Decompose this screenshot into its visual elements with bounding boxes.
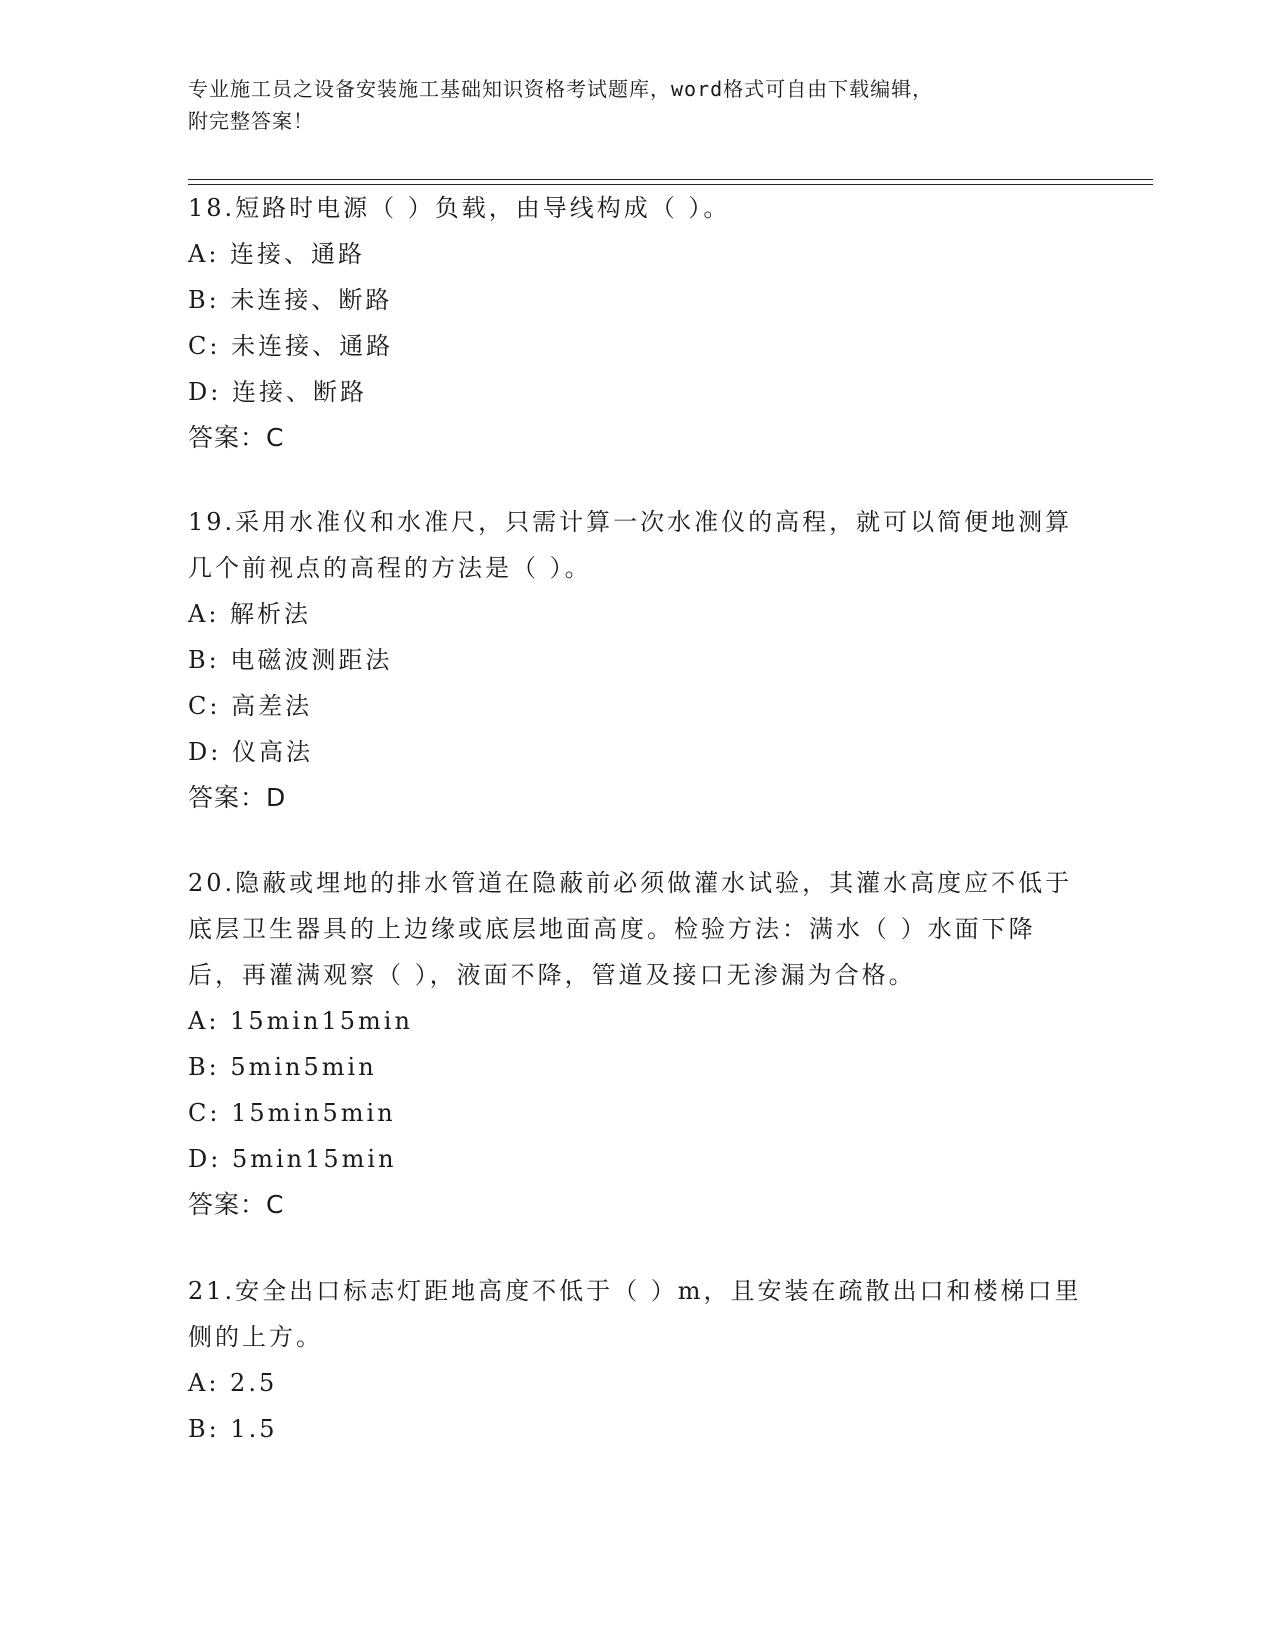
question-text: 18.短路时电源（ ）负载，由导线构成（ ）。 (188, 194, 731, 222)
option-b: B: 5min5min (188, 1053, 377, 1081)
option-d: D: 仪高法 (188, 738, 313, 766)
option-d: D: 连接、断路 (188, 378, 367, 406)
header-line-2: 附完整答案！ (188, 109, 314, 133)
option-b: B: 未连接、断路 (188, 286, 393, 314)
option-c: C: 高差法 (188, 692, 313, 720)
option-c: C: 未连接、通路 (188, 332, 394, 360)
question-text: 19.采用水准仪和水准尺，只需计算一次水准仪的高程，就可以简便地测算几个前视点的高程的方法是（ ）。 (188, 508, 1073, 582)
answer: 答案：D (188, 783, 287, 812)
option-a: A: 15min15min (188, 1007, 413, 1035)
option-a: A: 解析法 (188, 600, 312, 628)
option-a: A: 连接、通路 (188, 240, 366, 268)
answer: 答案：C (188, 1190, 285, 1219)
option-c: C: 15min5min (188, 1099, 396, 1127)
document-header (188, 73, 1088, 137)
question-19 (188, 499, 1088, 821)
header-line-1: 专业施工员之设备安装施工基础知识资格考试题库，word格式可自由下载编辑， (188, 77, 934, 101)
option-b: B: 1.5 (188, 1415, 278, 1443)
header-divider-top (188, 179, 1153, 180)
question-21 (188, 1268, 1088, 1452)
answer: 答案：C (188, 423, 285, 452)
option-a: A: 2.5 (188, 1369, 278, 1397)
option-d: D: 5min15min (188, 1145, 397, 1173)
question-20 (188, 860, 1088, 1228)
question-text: 21.安全出口标志灯距地高度不低于（ ）m，且安装在疏散出口和楼梯口里侧的上方。 (188, 1277, 1082, 1351)
question-text: 20.隐蔽或埋地的排水管道在隐蔽前必须做灌水试验，其灌水高度应不低于底层卫生器具的上边缘或底层地面高度。检验方法：满水（ ）水面下降后，再灌满观察（ ），液面不降，管道及接口无渗漏为合格。 (188, 869, 1073, 989)
option-b: B: 电磁波测距法 (188, 646, 393, 674)
question-18 (188, 185, 1088, 461)
